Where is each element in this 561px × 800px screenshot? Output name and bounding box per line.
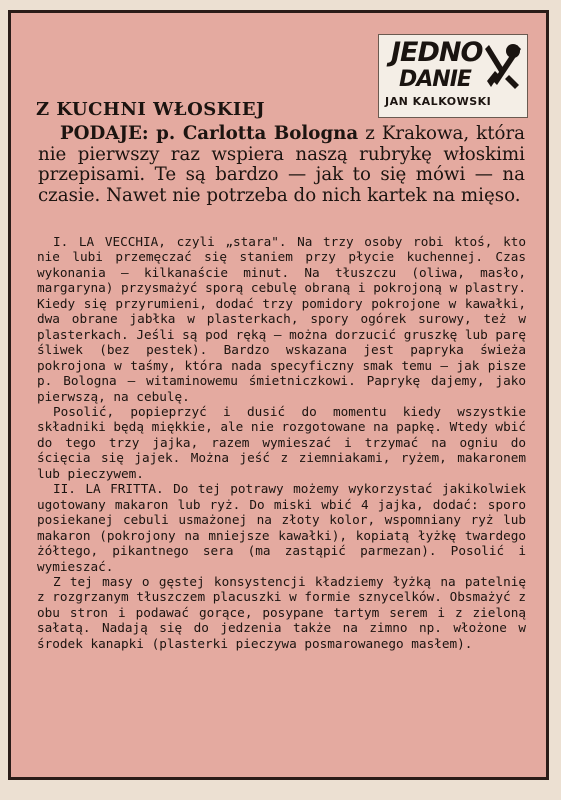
cutlery-icon — [483, 41, 523, 91]
article-body — [37, 234, 526, 651]
article-heading: Z KUCHNI WŁOSKIEJ — [36, 99, 266, 120]
logo-word-danie: DANIE — [399, 67, 471, 92]
article-intro — [38, 124, 525, 206]
author-name: JAN KALKOWSKI — [385, 95, 492, 108]
recipe-paragraph-2: Posolić, popieprzyć i dusić do momentu kiedy wszystkie składniki będą miękkie, ale nie rozgotowane na papkę. Wtedy wbić do tego trzy jajka, razem wymieszać i trzymać na ogniu do ścięcia się jajek. Można jeść z ziemniakami, ryżem, makaronem lub pieczywem. — [37, 403, 526, 481]
intro-rest: z Krakowa, która nie pierwszy raz wspiera naszą rubrykę włoskimi przepisami. Te są bardzo — jak to się mówi — na czasie. Nawet nie potrzeba do nich kartek na mięso. — [38, 123, 525, 206]
recipe-paragraph-1: I. LA VECCHIA, czyli „stara". Na trzy osoby robi ktoś, kto nie lubi przemęczać się staniem przy płycie kuchennej. Czas wykonania — kilkanaście minut. Na tłuszczu (oliwa, masło, margaryna) przysmażyć sporą cebulę obraną i pokrojoną w plastry. Kiedy się przyrumieni, dodać trzy pomidory pokrojone w kawałki, dwa obrane jabłka w plasterkach, spory ogórek surowy, też w plasterkach. Jeśli są pod ręką — można dorzucić gruszkę lub parę śliwek (bez pestek). Bardzo wskazana jest papryka świeża pokrojona w taśmy, która nada specyficzny smak temu — jak pisze p. Bologna — witaminowemu śmietniczkowi. Paprykę dajemy, jako pierwszą, na cebulę. — [37, 234, 526, 404]
intro-lead: PODAJE: p. Carlotta Bologna — [60, 123, 359, 144]
recipe-paragraph-3: II. LA FRITTA. Do tej potrawy możemy wykorzystać jakikolwiek ugotowany makaron lub ryż. Do miski wbić 4 jajka, dodać: sporo posiekanej cebuli usmażonej na złoty kolor, wspomniany ryż lub makaron (pokrojony na mniejsze kawałki), kopiatą łyżkę twardego żółtego, pikantnego sera (ma zastąpić parmezan). Posolić i wymieszać. — [37, 481, 526, 574]
logo-word-jedno: JEDNO — [391, 37, 483, 68]
recipe-paragraph-4: Z tej masy o gęstej konsystencji kładziemy łyżką na patelnię z rozgrzanym tłuszczem placuszki w formie sznycelków. Obsmażyć z obu stron i podawać gorące, posypane tartym serem i z zieloną sałatą. Nadają się do jedzenia także na zimno np. włożone w środek kanapki (plasterki pieczywa posmarowanego masłem). — [37, 573, 526, 651]
column-logo — [378, 34, 528, 118]
